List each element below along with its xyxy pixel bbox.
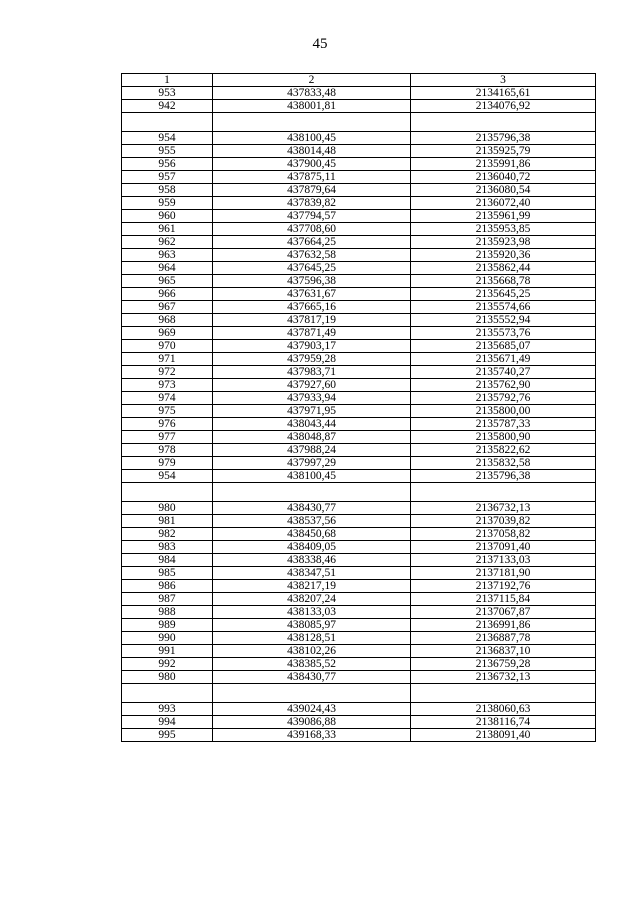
point-number-cell: 981 <box>122 515 213 528</box>
table-row <box>122 515 596 528</box>
table-row <box>122 132 596 145</box>
table-row <box>122 314 596 327</box>
x-coordinate-cell: 437900,45 <box>213 158 411 171</box>
table-row <box>122 541 596 554</box>
y-coordinate-cell: 2137091,40 <box>411 541 596 554</box>
x-coordinate-cell: 438409,05 <box>213 541 411 554</box>
point-number-cell: 955 <box>122 145 213 158</box>
table-row <box>122 606 596 619</box>
y-coordinate-cell: 2137067,87 <box>411 606 596 619</box>
table-row <box>122 100 596 113</box>
table-row <box>122 431 596 444</box>
y-coordinate-cell: 2135800,90 <box>411 431 596 444</box>
point-number-cell: 991 <box>122 645 213 658</box>
point-number-cell: 977 <box>122 431 213 444</box>
x-coordinate-cell: 437794,57 <box>213 210 411 223</box>
x-coordinate-cell: 438133,03 <box>213 606 411 619</box>
x-coordinate-cell <box>213 684 411 703</box>
x-coordinate-cell <box>213 113 411 132</box>
y-coordinate-cell: 2136732,13 <box>411 671 596 684</box>
x-coordinate-cell: 438014,48 <box>213 145 411 158</box>
x-coordinate-cell: 438217,19 <box>213 580 411 593</box>
table-row <box>122 671 596 684</box>
point-number-cell: 993 <box>122 703 213 716</box>
point-number-cell: 986 <box>122 580 213 593</box>
point-number-cell: 968 <box>122 314 213 327</box>
point-number-cell: 967 <box>122 301 213 314</box>
x-coordinate-cell: 437903,17 <box>213 340 411 353</box>
table-row <box>122 658 596 671</box>
table-body <box>122 87 596 742</box>
x-coordinate-cell: 438385,52 <box>213 658 411 671</box>
x-coordinate-cell: 437983,71 <box>213 366 411 379</box>
point-number-cell <box>122 684 213 703</box>
x-coordinate-cell: 438128,51 <box>213 632 411 645</box>
x-coordinate-cell: 439024,43 <box>213 703 411 716</box>
x-coordinate-cell <box>213 483 411 502</box>
point-number-cell: 957 <box>122 171 213 184</box>
x-coordinate-cell: 437632,58 <box>213 249 411 262</box>
y-coordinate-cell: 2135991,86 <box>411 158 596 171</box>
x-coordinate-cell: 437933,94 <box>213 392 411 405</box>
column-header-1: 1 <box>122 74 213 87</box>
table-row <box>122 619 596 632</box>
y-coordinate-cell: 2135573,76 <box>411 327 596 340</box>
x-coordinate-cell: 437879,64 <box>213 184 411 197</box>
table-row <box>122 457 596 470</box>
point-number-cell: 966 <box>122 288 213 301</box>
table-row <box>122 145 596 158</box>
y-coordinate-cell: 2135574,66 <box>411 301 596 314</box>
y-coordinate-cell: 2135800,00 <box>411 405 596 418</box>
x-coordinate-cell: 437817,19 <box>213 314 411 327</box>
table-row <box>122 236 596 249</box>
table-row <box>122 301 596 314</box>
point-number-cell: 961 <box>122 223 213 236</box>
y-coordinate-cell: 2137039,82 <box>411 515 596 528</box>
table-row <box>122 288 596 301</box>
table-row <box>122 645 596 658</box>
point-number-cell: 954 <box>122 132 213 145</box>
table-row <box>122 327 596 340</box>
table-row <box>122 632 596 645</box>
point-number-cell: 959 <box>122 197 213 210</box>
point-number-cell <box>122 483 213 502</box>
table-row <box>122 703 596 716</box>
x-coordinate-cell: 437631,67 <box>213 288 411 301</box>
point-number-cell: 958 <box>122 184 213 197</box>
y-coordinate-cell: 2135953,85 <box>411 223 596 236</box>
table-row <box>122 580 596 593</box>
x-coordinate-cell: 438338,46 <box>213 554 411 567</box>
point-number-cell: 975 <box>122 405 213 418</box>
point-number-cell: 990 <box>122 632 213 645</box>
y-coordinate-cell: 2138060,63 <box>411 703 596 716</box>
x-coordinate-cell: 438043,44 <box>213 418 411 431</box>
point-number-cell: 956 <box>122 158 213 171</box>
table-row <box>122 593 596 606</box>
x-coordinate-cell: 438100,45 <box>213 470 411 483</box>
y-coordinate-cell: 2137181,90 <box>411 567 596 580</box>
separator-row <box>122 684 596 703</box>
x-coordinate-cell: 437665,16 <box>213 301 411 314</box>
point-number-cell: 995 <box>122 729 213 742</box>
x-coordinate-cell: 437833,48 <box>213 87 411 100</box>
x-coordinate-cell: 438100,45 <box>213 132 411 145</box>
x-coordinate-cell: 438537,56 <box>213 515 411 528</box>
table-row <box>122 210 596 223</box>
point-number-cell: 964 <box>122 262 213 275</box>
table-row <box>122 171 596 184</box>
column-header-3: 3 <box>411 74 596 87</box>
table-row <box>122 353 596 366</box>
y-coordinate-cell: 2138116,74 <box>411 716 596 729</box>
x-coordinate-cell: 439168,33 <box>213 729 411 742</box>
point-number-cell: 978 <box>122 444 213 457</box>
y-coordinate-cell: 2135552,94 <box>411 314 596 327</box>
y-coordinate-cell <box>411 483 596 502</box>
table-row <box>122 379 596 392</box>
point-number-cell: 979 <box>122 457 213 470</box>
y-coordinate-cell: 2136040,72 <box>411 171 596 184</box>
table-row <box>122 223 596 236</box>
point-number-cell: 962 <box>122 236 213 249</box>
x-coordinate-cell: 437988,24 <box>213 444 411 457</box>
y-coordinate-cell: 2136887,78 <box>411 632 596 645</box>
separator-row <box>122 113 596 132</box>
point-number-cell: 971 <box>122 353 213 366</box>
table-row <box>122 716 596 729</box>
page-number: 45 <box>312 36 328 52</box>
x-coordinate-cell: 437839,82 <box>213 197 411 210</box>
table-row <box>122 340 596 353</box>
header-row <box>122 74 596 87</box>
y-coordinate-cell: 2135787,33 <box>411 418 596 431</box>
x-coordinate-cell: 437645,25 <box>213 262 411 275</box>
table-row <box>122 444 596 457</box>
table-row <box>122 729 596 742</box>
x-coordinate-cell: 438430,77 <box>213 671 411 684</box>
table-row <box>122 470 596 483</box>
y-coordinate-cell: 2136837,10 <box>411 645 596 658</box>
y-coordinate-cell: 2136080,54 <box>411 184 596 197</box>
table-header <box>122 74 596 87</box>
y-coordinate-cell: 2135796,38 <box>411 470 596 483</box>
y-coordinate-cell: 2135671,49 <box>411 353 596 366</box>
x-coordinate-cell: 437596,38 <box>213 275 411 288</box>
y-coordinate-cell: 2137115,84 <box>411 593 596 606</box>
x-coordinate-cell: 437875,11 <box>213 171 411 184</box>
point-number-cell: 942 <box>122 100 213 113</box>
table-row <box>122 87 596 100</box>
y-coordinate-cell: 2135862,44 <box>411 262 596 275</box>
point-number-cell: 980 <box>122 502 213 515</box>
x-coordinate-cell: 438085,97 <box>213 619 411 632</box>
table-row <box>122 418 596 431</box>
y-coordinate-cell: 2136732,13 <box>411 502 596 515</box>
x-coordinate-cell: 437664,25 <box>213 236 411 249</box>
table-row <box>122 528 596 541</box>
y-coordinate-cell: 2135923,98 <box>411 236 596 249</box>
x-coordinate-cell: 437971,95 <box>213 405 411 418</box>
y-coordinate-cell: 2137058,82 <box>411 528 596 541</box>
x-coordinate-cell: 437927,60 <box>213 379 411 392</box>
y-coordinate-cell: 2134165,61 <box>411 87 596 100</box>
separator-row <box>122 483 596 502</box>
point-number-cell: 963 <box>122 249 213 262</box>
y-coordinate-cell: 2138091,40 <box>411 729 596 742</box>
y-coordinate-cell: 2135925,79 <box>411 145 596 158</box>
table-row <box>122 184 596 197</box>
point-number-cell: 987 <box>122 593 213 606</box>
point-number-cell: 973 <box>122 379 213 392</box>
y-coordinate-cell: 2135832,58 <box>411 457 596 470</box>
y-coordinate-cell: 2136072,40 <box>411 197 596 210</box>
x-coordinate-cell: 437708,60 <box>213 223 411 236</box>
y-coordinate-cell: 2135822,62 <box>411 444 596 457</box>
y-coordinate-cell <box>411 113 596 132</box>
table-row <box>122 366 596 379</box>
point-number-cell: 960 <box>122 210 213 223</box>
point-number-cell: 976 <box>122 418 213 431</box>
x-coordinate-cell: 438207,24 <box>213 593 411 606</box>
y-coordinate-cell: 2137133,03 <box>411 554 596 567</box>
y-coordinate-cell: 2135685,07 <box>411 340 596 353</box>
y-coordinate-cell: 2135762,90 <box>411 379 596 392</box>
column-header-2: 2 <box>213 74 411 87</box>
point-number-cell: 992 <box>122 658 213 671</box>
x-coordinate-cell: 438430,77 <box>213 502 411 515</box>
point-number-cell: 985 <box>122 567 213 580</box>
point-number-cell: 994 <box>122 716 213 729</box>
table-row <box>122 158 596 171</box>
table-row <box>122 405 596 418</box>
point-number-cell: 972 <box>122 366 213 379</box>
point-number-cell: 983 <box>122 541 213 554</box>
y-coordinate-cell: 2135792,76 <box>411 392 596 405</box>
y-coordinate-cell: 2135796,38 <box>411 132 596 145</box>
x-coordinate-cell: 438347,51 <box>213 567 411 580</box>
y-coordinate-cell: 2134076,92 <box>411 100 596 113</box>
x-coordinate-cell: 438001,81 <box>213 100 411 113</box>
table-row <box>122 502 596 515</box>
point-number-cell: 953 <box>122 87 213 100</box>
table-row <box>122 197 596 210</box>
y-coordinate-cell <box>411 684 596 703</box>
table-row <box>122 567 596 580</box>
point-number-cell: 980 <box>122 671 213 684</box>
y-coordinate-cell: 2135740,27 <box>411 366 596 379</box>
x-coordinate-cell: 438048,87 <box>213 431 411 444</box>
y-coordinate-cell: 2137192,76 <box>411 580 596 593</box>
point-number-cell: 988 <box>122 606 213 619</box>
y-coordinate-cell: 2135645,25 <box>411 288 596 301</box>
y-coordinate-cell: 2136759,28 <box>411 658 596 671</box>
table-row <box>122 249 596 262</box>
point-number-cell: 982 <box>122 528 213 541</box>
point-number-cell <box>122 113 213 132</box>
x-coordinate-cell: 437959,28 <box>213 353 411 366</box>
table-row <box>122 554 596 567</box>
x-coordinate-cell: 438102,26 <box>213 645 411 658</box>
point-number-cell: 969 <box>122 327 213 340</box>
y-coordinate-cell: 2136991,86 <box>411 619 596 632</box>
point-number-cell: 965 <box>122 275 213 288</box>
x-coordinate-cell: 438450,68 <box>213 528 411 541</box>
x-coordinate-cell: 437997,29 <box>213 457 411 470</box>
table-row <box>122 275 596 288</box>
y-coordinate-cell: 2135961,99 <box>411 210 596 223</box>
x-coordinate-cell: 439086,88 <box>213 716 411 729</box>
y-coordinate-cell: 2135920,36 <box>411 249 596 262</box>
point-number-cell: 989 <box>122 619 213 632</box>
x-coordinate-cell: 437871,49 <box>213 327 411 340</box>
coordinates-table <box>121 73 596 742</box>
point-number-cell: 984 <box>122 554 213 567</box>
table-row <box>122 392 596 405</box>
y-coordinate-cell: 2135668,78 <box>411 275 596 288</box>
point-number-cell: 974 <box>122 392 213 405</box>
point-number-cell: 970 <box>122 340 213 353</box>
table-row <box>122 262 596 275</box>
point-number-cell: 954 <box>122 470 213 483</box>
